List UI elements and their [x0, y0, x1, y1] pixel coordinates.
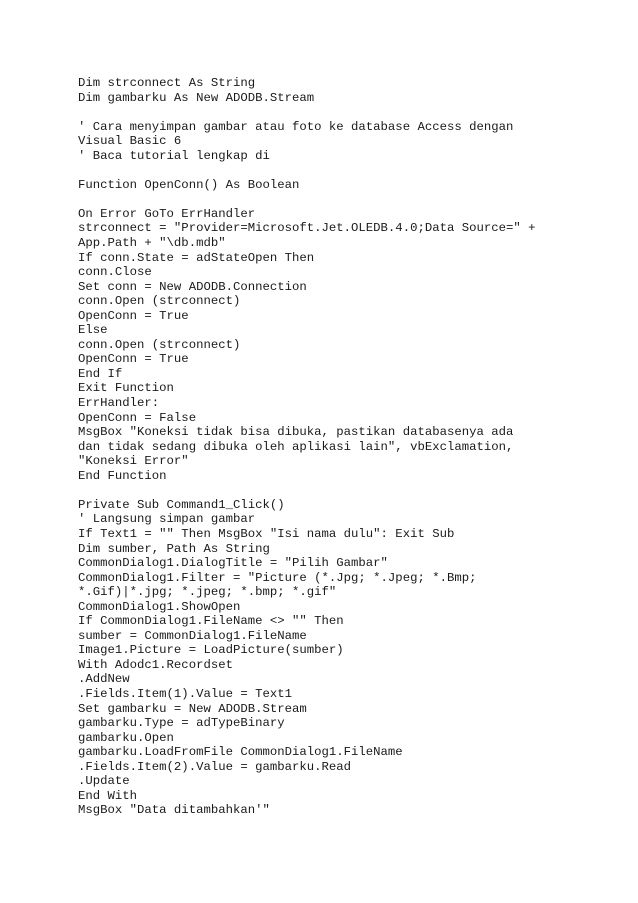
code-line: If Text1 = "" Then MsgBox "Isi nama dulu": Exit Sub [78, 526, 455, 541]
code-line: sumber = CommonDialog1.FileName [78, 628, 307, 643]
code-line: ' Baca tutorial lengkap di [78, 148, 270, 163]
code-line: End If [78, 366, 123, 381]
code-line: Dim strconnect As String [78, 76, 256, 90]
code-line: End With [78, 788, 138, 803]
code-line: Dim sumber, Path As String [78, 541, 270, 556]
blank-line [78, 163, 578, 178]
code-line: gambarku.LoadFromFile CommonDialog1.FileName [78, 745, 403, 760]
code-line: Set gambarku = New ADODB.Stream [78, 701, 307, 716]
code-line: .Update [78, 774, 130, 789]
code-line: conn.Close [78, 265, 152, 280]
code-line: Image1.Picture = LoadPicture(sumber) [78, 643, 344, 658]
code-line: CommonDialog1.Filter = "Picture (*.Jpg; *.Jpeg; *.Bmp; [78, 570, 477, 585]
code-line: CommonDialog1.DialogTitle = "Pilih Gambar" [78, 556, 388, 571]
blank-line [78, 105, 578, 120]
code-line: On Error GoTo ErrHandler [78, 206, 256, 221]
code-line: OpenConn = True [78, 308, 189, 323]
code-line: OpenConn = True [78, 352, 189, 367]
code-line: Dim gambarku As New ADODB.Stream [78, 90, 315, 105]
code-line: .Fields.Item(2).Value = gambarku.Read [78, 759, 352, 774]
code-line: Else [78, 323, 108, 338]
code-line: ' Langsung simpan gambar [78, 512, 256, 527]
code-line: CommonDialog1.ShowOpen [78, 599, 241, 614]
code-line: ' Cara menyimpan gambar atau foto ke database Access dengan [78, 119, 514, 134]
code-line: Function OpenConn() As Boolean [78, 177, 300, 192]
code-line: ErrHandler: [78, 396, 160, 411]
blank-line [78, 192, 578, 207]
code-line: gambarku.Open [78, 730, 174, 745]
code-line: Exit Function [78, 381, 174, 396]
code-line: MsgBox "Data ditambahkan'" [78, 803, 270, 818]
code-line: OpenConn = False [78, 410, 197, 425]
code-line: If conn.State = adStateOpen Then [78, 250, 315, 265]
code-line: conn.Open (strconnect) [78, 294, 241, 309]
code-line: Private Sub Command1_Click() [78, 497, 285, 512]
code-listing [78, 76, 578, 818]
code-line: With Adodc1.Recordset [78, 657, 233, 672]
code-line: strconnect = "Provider=Microsoft.Jet.OLEDB.4.0;Data Source=" + [78, 221, 536, 236]
code-line: "Koneksi Error" [78, 454, 189, 469]
code-line: .AddNew [78, 672, 130, 687]
code-line: .Fields.Item(1).Value = Text1 [78, 686, 293, 701]
blank-line [78, 483, 578, 498]
code-line: Visual Basic 6 [78, 134, 182, 149]
code-line: gambarku.Type = adTypeBinary [78, 716, 285, 731]
code-line: dan tidak sedang dibuka oleh aplikasi lain", vbExclamation, [78, 439, 514, 454]
code-line: *.Gif)|*.jpg; *.jpeg; *.bmp; *.gif" [78, 585, 337, 600]
code-line: End Function [78, 468, 167, 483]
code-line: MsgBox "Koneksi tidak bisa dibuka, pastikan databasenya ada [78, 425, 514, 440]
code-line: If CommonDialog1.FileName <> "" Then [78, 614, 344, 629]
code-line: Set conn = New ADODB.Connection [78, 279, 307, 294]
code-line: conn.Open (strconnect) [78, 337, 241, 352]
code-line: App.Path + "\db.mdb" [78, 236, 226, 251]
